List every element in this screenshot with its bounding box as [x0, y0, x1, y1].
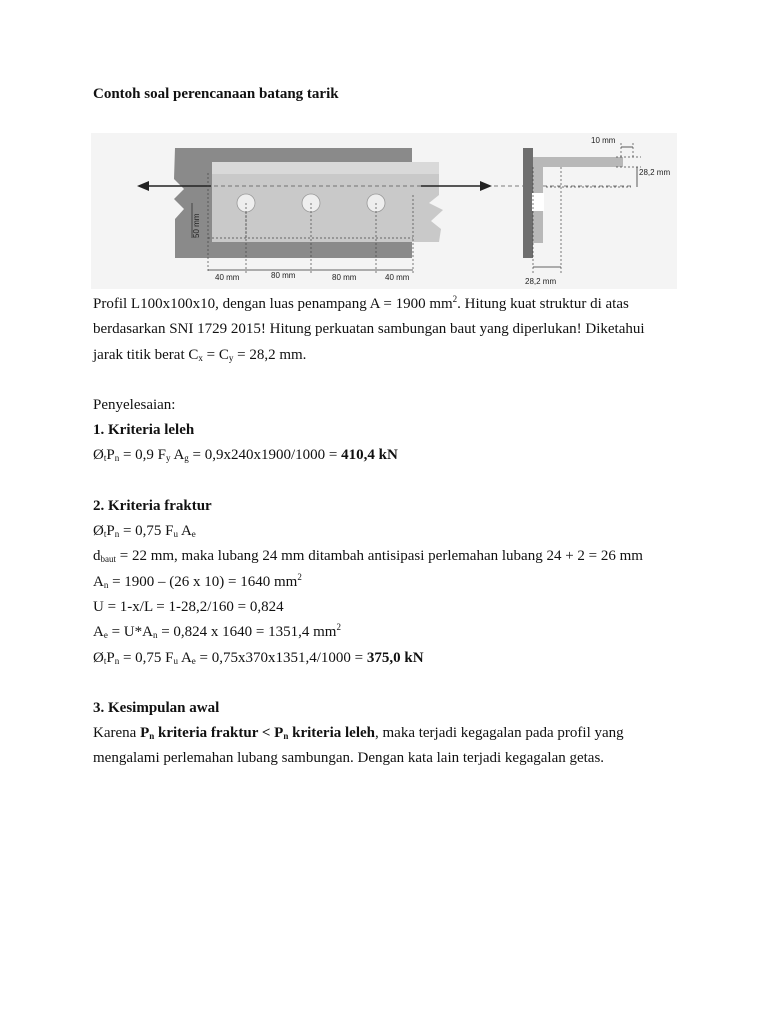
bolt-diameter-line: $d_{baut} = 22$ mm, maka lubang 24 mm ditambah antisipasi perlemahan lubang 24 + 2 = 26 mm: [93, 548, 643, 565]
section-gusset: [523, 148, 533, 258]
dim-10mm: 10 mm: [591, 136, 616, 145]
dim-40-left: 40 mm: [215, 273, 240, 282]
problem-line-1: Profil L100x100x10, dengan luas penampang A = 1900 $mm^2$. Hitung kuat struktur di atas: [93, 294, 629, 312]
section-3-title: 3. Kesimpulan awal: [93, 699, 220, 716]
yield-equation: $Ø_tP_n = 0,9$ $F_y$ $A_g = 0,9x240x1900/1000 = 410,4$ kN: [93, 447, 398, 464]
dim-50mm: 50 mm: [192, 213, 201, 238]
fracture-equation: $Ø_tP_n = 0,75$ $F_u$ $A_e$: [93, 523, 196, 540]
document-title: Contoh soal perencanaan batang tarik: [93, 86, 339, 102]
section-bolt-hole: [532, 193, 544, 211]
section-1-title: 1. Kriteria leleh: [93, 422, 195, 439]
angle-leg-top: [212, 162, 439, 174]
dim-28-2-right: 28,2 mm: [639, 168, 671, 177]
fracture-result: 375,0 kN: [366, 649, 424, 666]
fracture-result-line: $Ø_tP_n = 0,75$ $F_u$ $A_e = 0,75x370x1351,4/1000 = 375,0$ kN: [93, 649, 424, 666]
section-angle-horizontal: [533, 157, 623, 167]
shear-lag-line: U = 1-x/L = 1-28,2/160 = 0,824: [93, 598, 284, 615]
section-2-title: 2. Kriteria fraktur: [93, 497, 212, 514]
conclusion-line-2: mengalami perlemahan lubang sambungan. Dengan kata lain terjadi kegagalan getas.: [93, 750, 605, 767]
dim-80-right: 80 mm: [332, 273, 357, 282]
document-body: [93, 292, 693, 772]
tension-member-diagram: [91, 133, 677, 289]
solution-heading: Penyelesaian:: [93, 396, 176, 413]
dim-80-left: 80 mm: [271, 271, 296, 280]
conclusion-line-1: Karena $P_n$ kriteria fraktur < $P_n$ kriteria leleh, maka terjadi kegagalan pada profil yang: [93, 725, 624, 742]
dim-28-2-bottom: 28,2 mm: [525, 277, 557, 286]
yield-result: 410,4 kN: [341, 447, 398, 464]
net-area-line: $A_n = 1900 - (26$ x 10) = 1640 $mm^2$: [93, 571, 302, 590]
dim-40-right: 40 mm: [385, 273, 410, 282]
problem-line-2: berdasarkan SNI 1729 2015! Hitung perkuatan sambungan baut yang diperlukan! Diketahui: [93, 321, 645, 338]
connection-figure: [91, 133, 677, 289]
effective-area-line: $A_e = U*A_n = 0,824$ x 1640 = 1351,4 $mm^2$: [93, 622, 341, 641]
problem-line-3: jarak titik berat $C_x = C_y = 28,2$ mm.: [93, 346, 307, 363]
